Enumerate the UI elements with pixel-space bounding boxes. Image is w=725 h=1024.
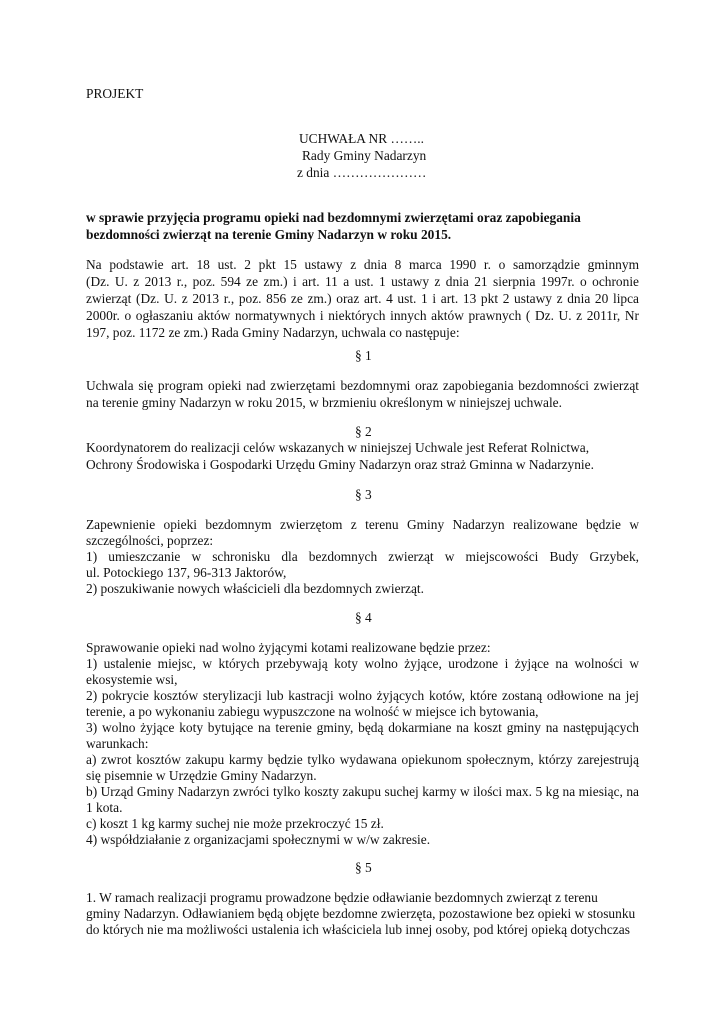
section-line: 1) ustalenie miejsc, w których przebywają koty wolno żyjące, urodzone i żyjące na wolności w — [86, 656, 639, 671]
preamble-line: zwierząt (Dz. U. z 2013 r., poz. 856 ze zm.) oraz art. 4 ust. 1 i art. 13 pkt 2 ustawy z dnia 20 lipca — [86, 291, 639, 306]
section-line: Ochrony Środowiska i Gospodarki Urzędu Gminy Nadarzyn oraz straż Gminna w Nadarzynie. — [86, 457, 594, 472]
resolution-title: UCHWAŁA NR …….. — [299, 131, 424, 146]
section-line: Uchwala się program opieki nad zwierzętami bezdomnymi oraz zapobiegania bezdomności zwierząt — [86, 378, 639, 393]
section-heading: § 4 — [355, 610, 372, 625]
resolution-date: z dnia ………………… — [297, 165, 427, 180]
subject-line: w sprawie przyjęcia programu opieki nad bezdomnymi zwierzętami oraz zapobiegania — [86, 210, 581, 225]
section-line: do których nie ma możliwości ustalenia ich właściciela lub innej osoby, pod której opieką dotychczas — [86, 922, 630, 937]
section-line: warunkach: — [86, 736, 149, 751]
section-line: a) zwrot kosztów zakupu karmy będzie tylko wydawana opiekunom społecznym, którzy zarejestrują — [86, 752, 639, 767]
section-line: terenie, a po wykonaniu zabiegu wypuszczone na wolność w miejsce ich bytowania, — [86, 704, 539, 719]
section-line: na terenie gminy Nadarzyn w roku 2015, w brzmieniu określonym w niniejszej uchwale. — [86, 395, 562, 410]
section-line: 2) poszukiwanie nowych właścicieli dla bezdomnych zwierząt. — [86, 581, 424, 596]
subject-line: bezdomności zwierząt na terenie Gminy Nadarzyn w roku 2015. — [86, 227, 452, 242]
project-label: PROJEKT — [86, 86, 144, 101]
section-line: Koordynatorem do realizacji celów wskazanych w niniejszej Uchwale jest Referat Rolnictwa, — [86, 440, 590, 455]
section-line: c) koszt 1 kg karmy suchej nie może przekroczyć 15 zł. — [86, 816, 384, 831]
section-line: się pisemnie w Urzędzie Gminy Nadarzyn. — [86, 768, 317, 783]
section-line: 4) współdziałanie z organizacjami społecznymi w w/w zakresie. — [86, 832, 431, 847]
preamble-line: Na podstawie art. 18 ust. 2 pkt 15 ustawy z dnia 8 marca 1990 r. o samorządzie gminnym — [86, 257, 639, 272]
preamble-line: (Dz. U. z 2013 r., poz. 594 ze zm.) i art. 11 a ust. 1 ustawy z dnia 21 sierpnia 1997r. o ochronie — [86, 274, 639, 289]
preamble-line: 197, poz. 1172 ze zm.) Rada Gminy Nadarzyn, uchwala co następuje: — [86, 325, 460, 340]
council-name: Rady Gminy Nadarzyn — [302, 148, 427, 163]
section-heading: § 1 — [355, 348, 372, 363]
section-line: szczególności, poprzez: — [86, 533, 214, 548]
section-line: b) Urząd Gminy Nadarzyn zwróci tylko koszty zakupu suchej karmy w ilości max. 5 kg na miesiąc, na — [86, 784, 639, 799]
preamble-line: 2000r. o ogłaszaniu aktów normatywnych i niektórych innych aktów prawnych ( Dz. U. z 2011r, Nr — [86, 308, 639, 323]
section-line: ul. Potockiego 137, 96-313 Jaktorów, — [86, 565, 287, 580]
section-line: Zapewnienie opieki bezdomnym zwierzętom z terenu Gminy Nadarzyn realizowane będzie w — [86, 517, 639, 532]
section-heading: § 2 — [355, 424, 372, 439]
section-line: 1) umieszczanie w schronisku dla bezdomnych zwierząt w miejscowości Budy Grzybek, — [86, 549, 639, 564]
section-line: 3) wolno żyjące koty bytujące na terenie gminy, będą dokarmiane na koszt gminy na następujących — [86, 720, 639, 735]
section-line: ekosystemie wsi, — [86, 672, 178, 687]
section-line: 1. W ramach realizacji programu prowadzone będzie odławianie bezdomnych zwierząt z terenu — [86, 890, 598, 905]
section-line: gminy Nadarzyn. Odławianiem będą objęte bezdomne zwierzęta, pozostawione bez opieki w stosunku — [86, 906, 636, 921]
section-line: Sprawowanie opieki nad wolno żyjącymi kotami realizowane będzie przez: — [86, 640, 491, 655]
section-line: 2) pokrycie kosztów sterylizacji lub kastracji wolno żyjących kotów, które zostaną odłowione na jej — [86, 688, 639, 703]
section-line: 1 kota. — [86, 800, 123, 815]
section-heading: § 5 — [355, 860, 372, 875]
section-heading: § 3 — [355, 487, 372, 502]
